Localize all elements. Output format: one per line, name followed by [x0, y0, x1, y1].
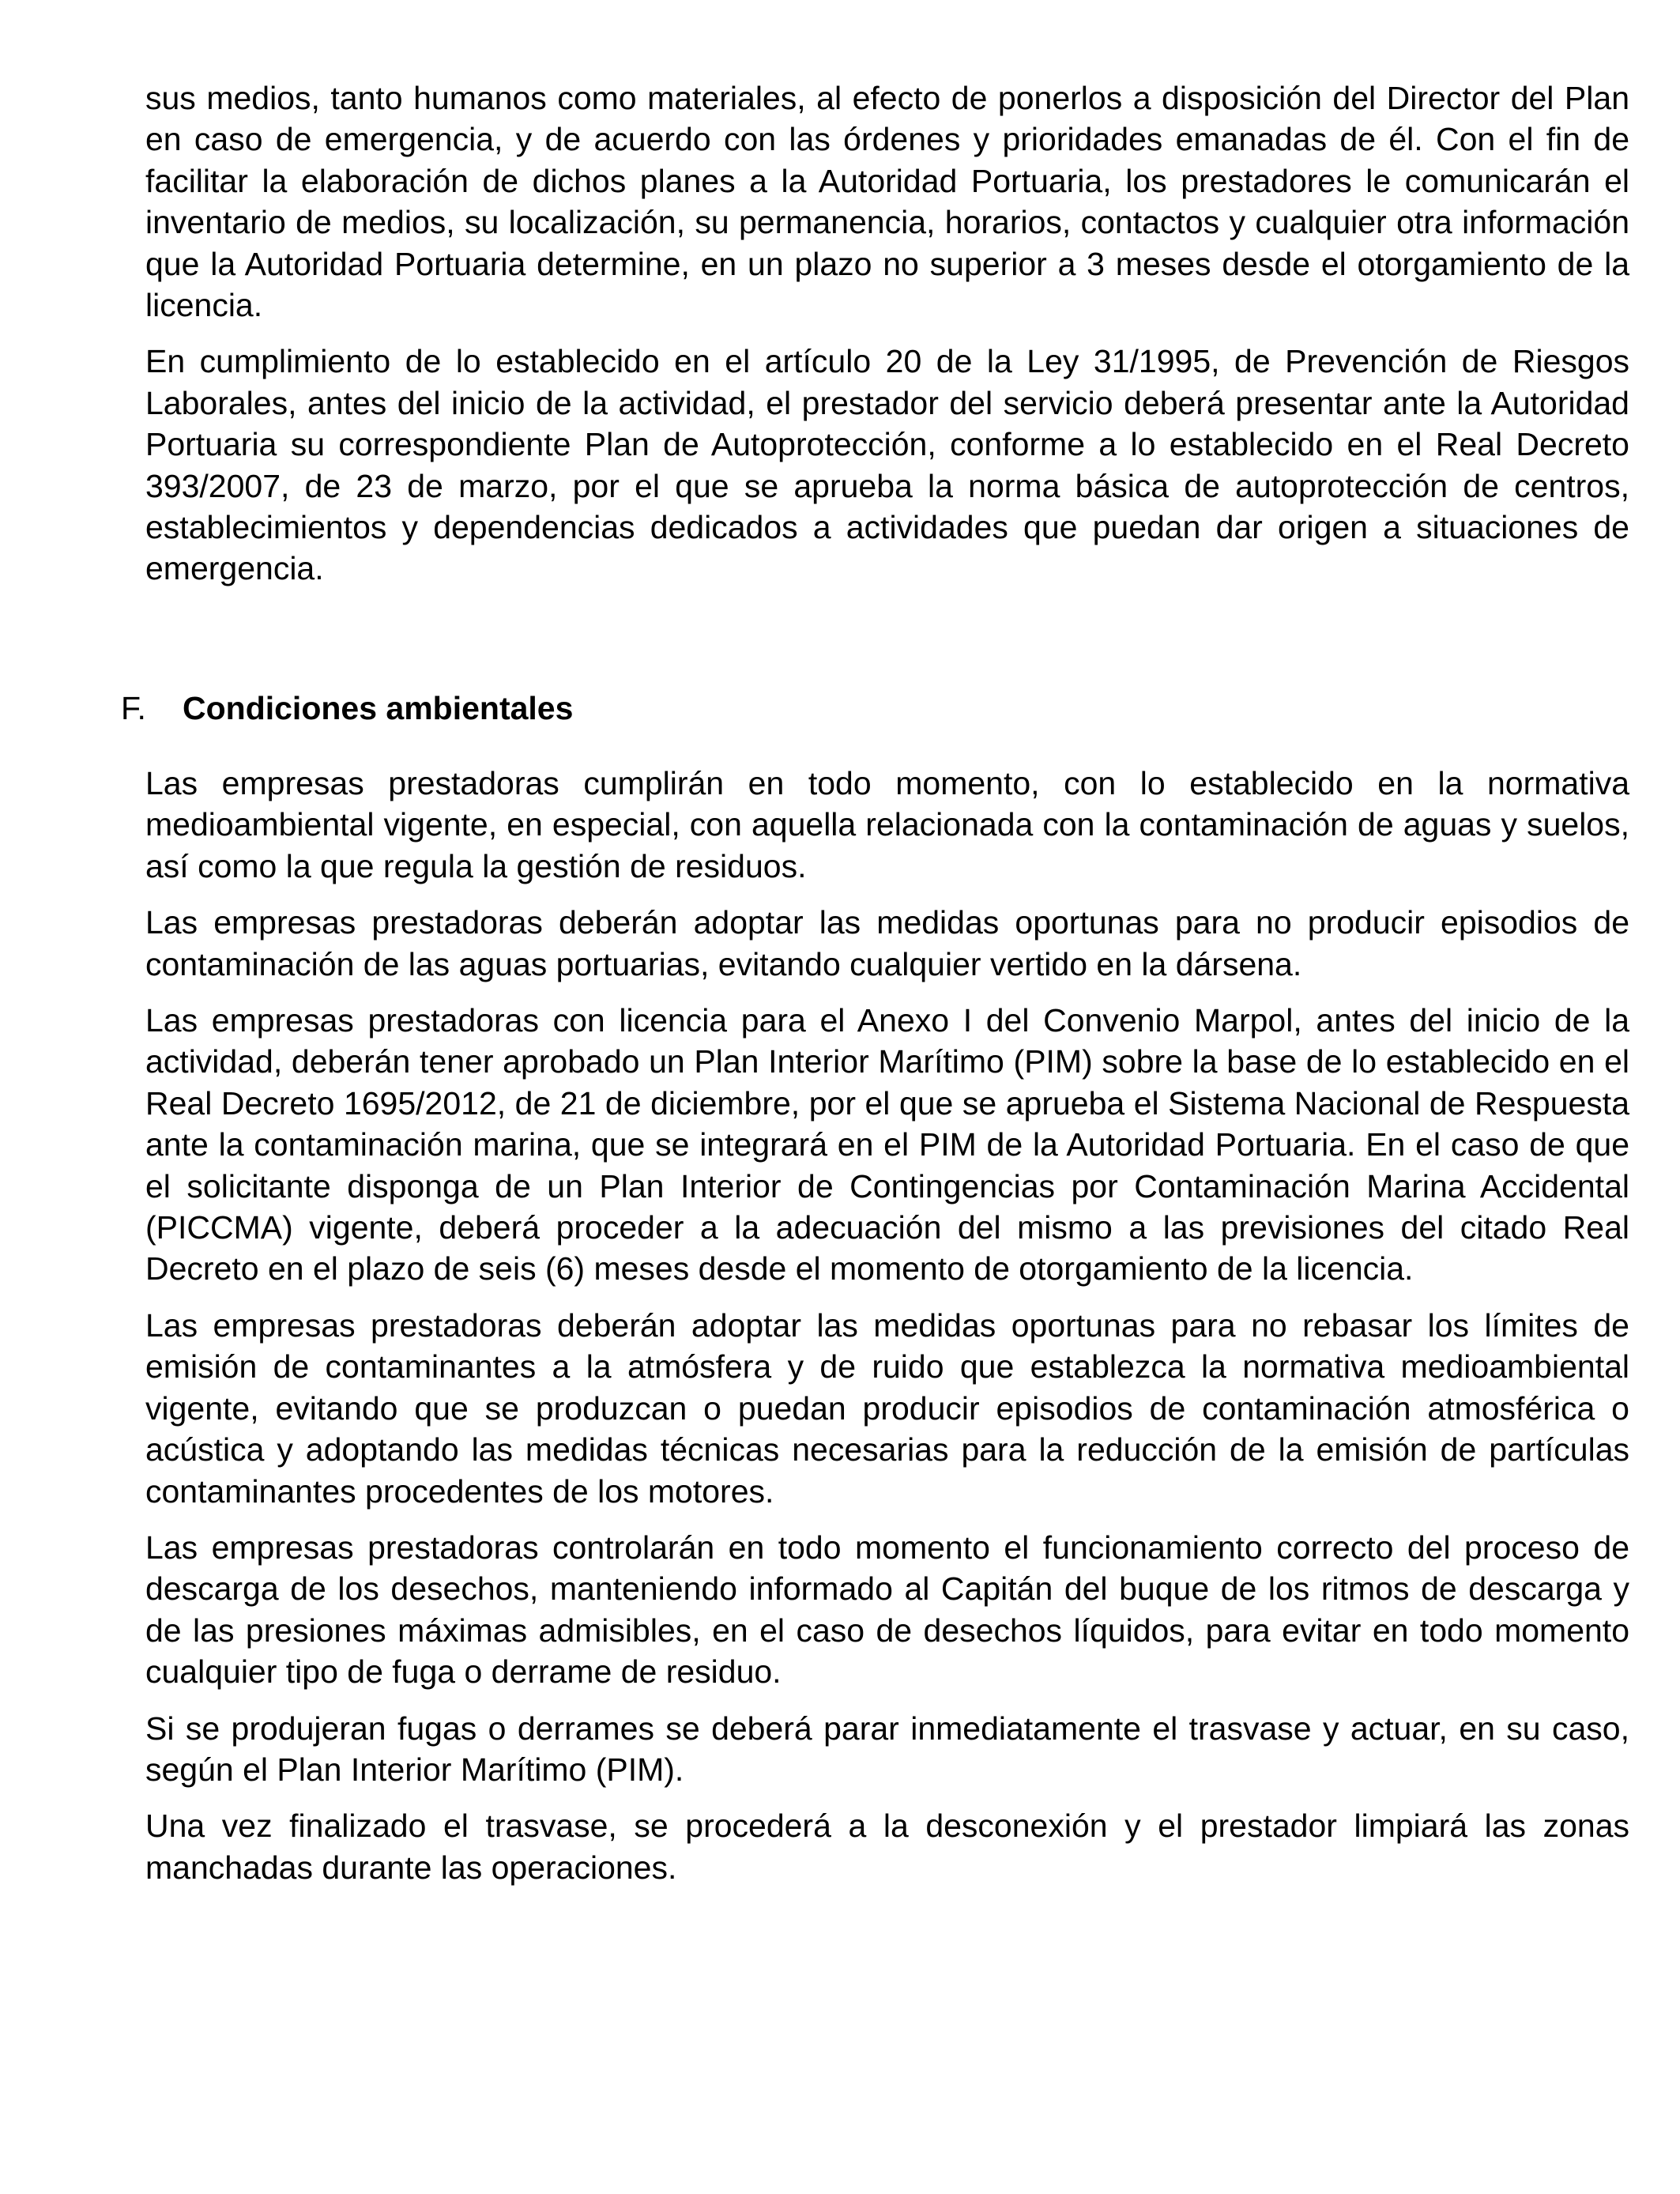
paragraph: sus medios, tanto humanos como materiales, al efecto de ponerlos a disposición del Director del Plan en caso de emergencia, y de acuerdo con las órdenes y prioridades emanadas de él. Con el fin de facilitar la elaboración de dichos planes a la Autoridad Portuaria, los prestadores le comunicarán el inventario de medios, su localización, su permanencia, horarios, contactos y cualquier otra información que la Autoridad Portuaria determine, en un plazo no superior a 3 meses desde el otorgamiento de la licencia.	[145, 80, 1629, 324]
intro-text-block	[145, 77, 1629, 605]
section-title: Condiciones ambientales	[183, 690, 574, 726]
paragraph: Las empresas prestadoras con licencia para el Anexo I del Convenio Marpol, antes del inicio de la actividad, deberán tener aprobado un Plan Interior Marítimo (PIM) sobre la base de lo establecido en el Real Decreto 1695/2012, de 21 de diciembre, por el que se aprueba el Sistema Nacional de Respuesta ante la contaminación marina, que se integrará en el PIM de la Autoridad Portuaria. En el caso de que el solicitante disponga de un Plan Interior de Contingencias por Contaminación Marina Accidental (PICCMA) vigente, deberá proceder a la adecuación del mismo a las previsiones del citado Real Decreto en el plazo de seis (6) meses desde el momento de otorgamiento de la licencia.	[145, 1002, 1629, 1287]
paragraph: Las empresas prestadoras deberán adoptar las medidas oportunas para no rebasar los límites de emisión de contaminantes a la atmósfera y de ruido que establezca la normativa medioambiental vigente, evitando que se produzcan o puedan producir episodios de contaminación atmosférica o acústica y adoptando las medidas técnicas necesarias para la reducción de la emisión de partículas contaminantes procedentes de los motores.	[145, 1306, 1629, 1510]
paragraph: En cumplimiento de lo establecido en el artículo 20 de la Ley 31/1995, de Prevención de Riesgos Laborales, antes del inicio de la actividad, el prestador del servicio deberá presentar ante la Autoridad Portuaria su correspondiente Plan de Autoprotección, conforme a lo establecido en el Real Decreto 393/2007, de 23 de marzo, por el que se aprueba la norma básica de autoprotección de centros, establecimientos y dependencias dedicados a actividades que puedan dar origen a situaciones de emergencia.	[145, 343, 1629, 587]
paragraph: Las empresas prestadoras cumplirán en todo momento, con lo establecido en la normativa medioambiental vigente, en especial, con aquella relacionada con la contaminación de aguas y suelos, así como la que regula la gestión de residuos.	[145, 765, 1629, 884]
paragraph: Si se produjeran fugas o derrames se deberá parar inmediatamente el trasvase y actuar, en su caso, según el Plan Interior Marítimo (PIM).	[145, 1710, 1629, 1788]
paragraph: Una vez finalizado el trasvase, se procederá a la desconexión y el prestador limpiará las zonas manchadas durante las operaciones.	[145, 1808, 1629, 1886]
section-letter: F.	[121, 690, 146, 726]
section-heading	[121, 688, 573, 729]
paragraph: Las empresas prestadoras deberán adoptar las medidas oportunas para no producir episodios de contaminación de las aguas portuarias, evitando cualquier vertido en la dársena.	[145, 904, 1629, 982]
section-text-block	[145, 763, 1629, 1903]
paragraph: Las empresas prestadoras controlarán en todo momento el funcionamiento correcto del proceso de descarga de los desechos, manteniendo informado al Capitán del buque de los ritmos de descarga y de las presiones máximas admisibles, en el caso de desechos líquidos, para evitar en todo momento cualquier tipo de fuga o derrame de residuo.	[145, 1529, 1629, 1691]
